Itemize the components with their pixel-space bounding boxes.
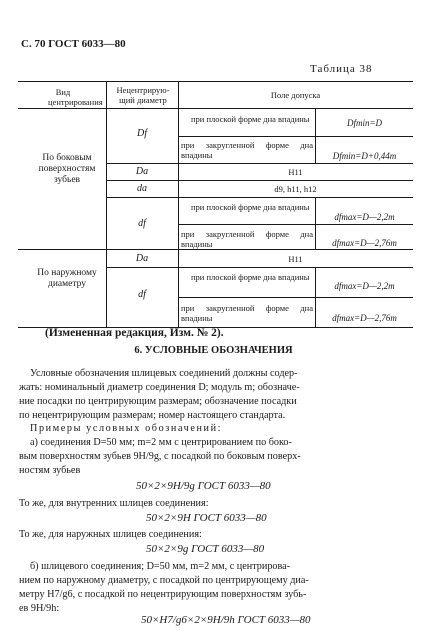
group-separator [18,249,413,250]
symbol-df: df [138,289,146,300]
body-line: метру H7/g6, с посадкой по нецентрирующим поверхностям зубь- [19,589,307,600]
page-header: С. 70 ГОСТ 6033—80 [21,38,126,50]
row-separator [106,197,413,198]
revision-note: (Измененная редакция, Изм. № 2). [45,327,224,339]
tolerance-value: Dfmin=D [346,118,383,128]
condition-flat: при плоской форме дна впадины [191,202,310,212]
column-divider-2 [178,81,179,328]
body-line: ев 9H/9h: [19,603,60,614]
group-label-outer-diameter: По наружному диаметру [37,268,97,289]
tolerance-value: Dfmin=D+0,44m [332,151,397,161]
designation-formula: 50×2×9H/9g ГОСТ 6033—80 [136,480,271,492]
condition-flat: при плоской форме дна впадины [191,272,310,282]
row-separator [106,180,413,181]
table-border-top [18,81,413,82]
subrow-separator [178,297,413,298]
table-caption: Таблица 38 [310,63,373,75]
tolerance-value: dfmax=D—2,76m [332,313,397,323]
tolerance-value: dfmax=D—2,2m [334,212,395,222]
tolerance-value: H11 [288,167,303,177]
body-line: вым поверхностям зубьев 9H/9g, с посадкой по боковым поверх- [19,451,301,462]
condition-rounded: при закругленной форме дна впадины [181,140,313,160]
body-line: жать: номинальный диаметр соединения D; модуль m; обозначе- [19,382,300,393]
group-label-side-surfaces: По боковым поверхностям зубьев [38,153,96,185]
subrow-separator [178,136,413,137]
body-line: по нецентрирующим размерам; номер настоящего стандарта. [19,410,286,421]
condition-flat: при плоской форме дна впадины [191,114,310,124]
tolerance-value: dfmax=D—2,76m [332,238,397,248]
designation-formula: 50×H7/g6×2×9H/9h ГОСТ 6033—80 [141,614,311,626]
tolerance-table [18,81,413,328]
symbol-df: df [138,218,146,229]
examples-heading: Примеры условных обозначений: [30,423,223,434]
col-header-noncentering: Нецентрирую- щий диаметр [116,85,170,105]
row-separator [106,163,413,164]
body-line: б) шлицевого соединения; D=50 мм, m=2 мм, с центрирова- [30,561,291,572]
body-line: То же, для наружных шлицев соединения: [19,529,202,540]
designation-formula: 50×2×9g ГОСТ 6033—80 [146,543,265,555]
body-line: ние посадки по центрирующим размерам; обозначение посадки [19,396,297,407]
row-separator [106,267,413,268]
symbol-df: Df [137,128,147,139]
body-line: ностям зубьев [19,465,81,476]
condition-rounded: при закругленной форме дна впадины [181,303,313,323]
subrow-separator [178,224,413,225]
symbol-Da: Da [135,253,149,264]
tolerance-value: d9, h11, h12 [274,184,317,194]
body-line: То же, для внутренних шлицев соединения: [19,498,209,509]
col-header-centering: Вид центрирования [48,87,103,107]
tolerance-value: H11 [288,254,303,264]
header-separator [18,108,413,109]
section-title: 6. УСЛОВНЫЕ ОБОЗНАЧЕНИЯ [134,345,293,356]
body-line: Условные обозначения шлицевых соединений должны содер- [30,368,298,379]
symbol-da: da [137,183,147,194]
symbol-Da: Da [135,166,149,177]
condition-rounded: при закругленной форме дна впадины [181,229,313,249]
body-line: нием по наружному диаметру, с посадкой по центрирующему диа- [19,575,309,586]
body-line: а) соединения D=50 мм; m=2 мм с центрированием по боко- [30,437,292,448]
designation-formula: 50×2×9H ГОСТ 6033—80 [146,512,267,524]
tolerance-value: dfmax=D—2,2m [334,281,395,291]
col-header-tolerance: Поле допуска [270,90,321,100]
